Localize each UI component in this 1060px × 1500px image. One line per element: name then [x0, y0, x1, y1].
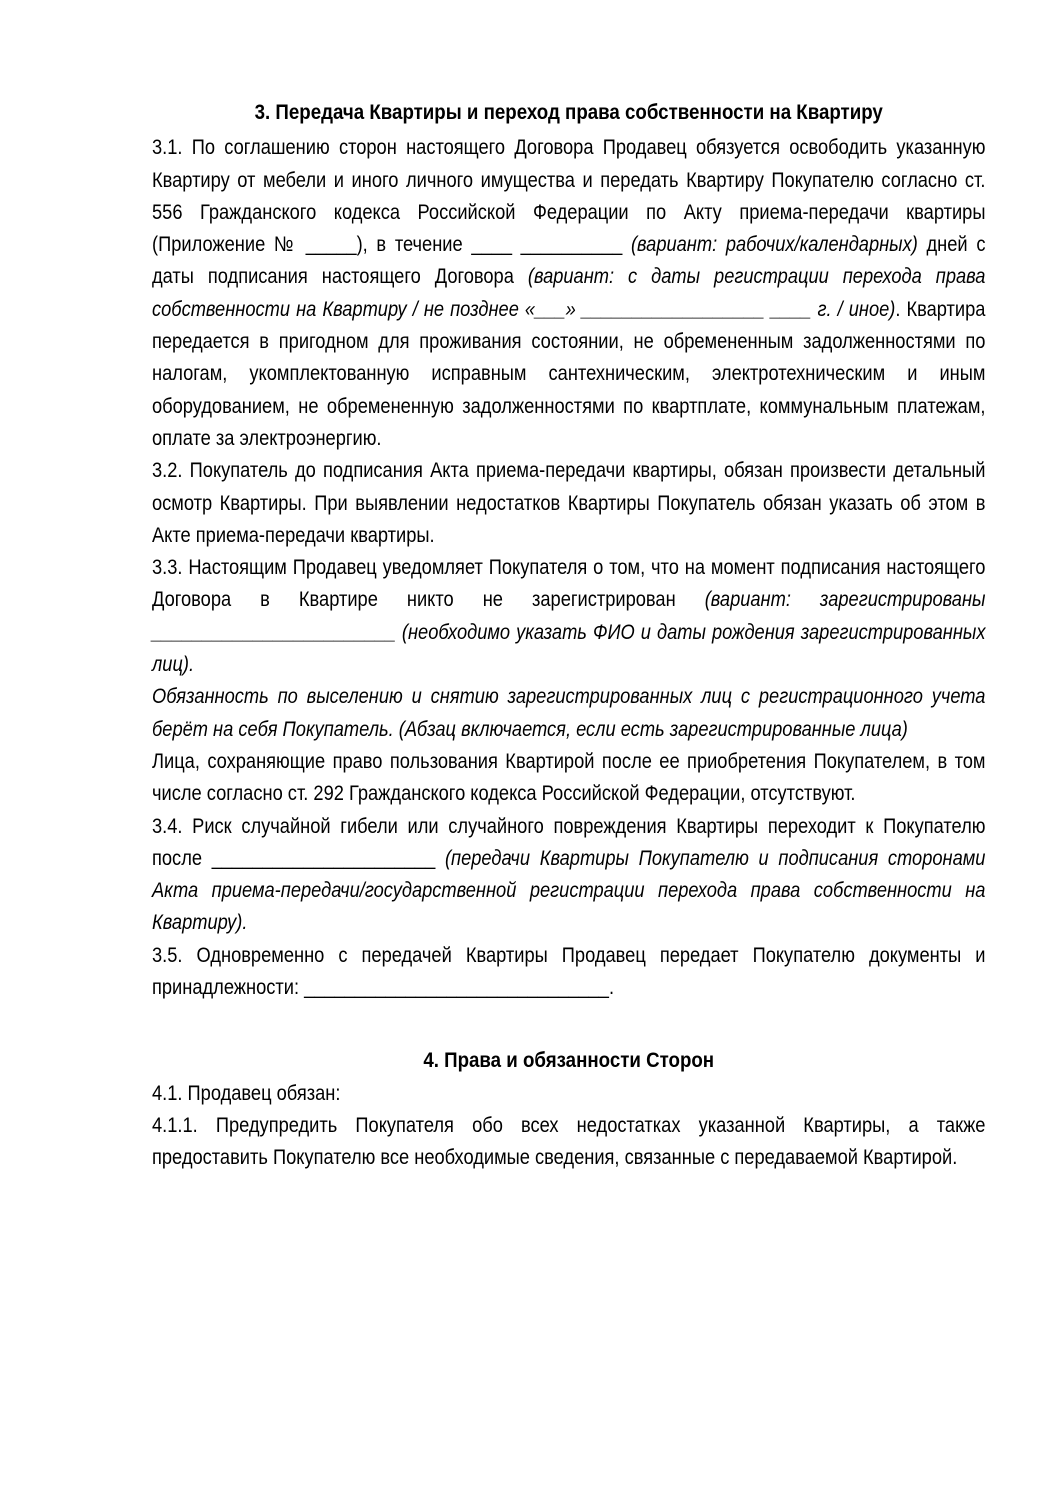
clause-3-4-text: 3.4. Риск случайной гибели или случайного повреждения Квартиры переходит к Покупателю после ______________________ [152, 814, 986, 870]
clause-3-1-text: 3.1. По соглашению сторон настоящего Договора Продавец обязуется освободить указанную Квартиру от мебели и иного личного имущества и передать Квартиру Покупателю согласно ст. 556 Гражданского кодекса Российской Федерации по Акту приема-передачи квартиры (Приложение № _____), в течение ____ __________ [152, 136, 986, 257]
clause-3-1-text-3: . Квартира передается в пригодном для проживания состоянии, не обремененным задолженностями по налогам, укомплектованную исправным сантехническим, электротехническим и иным оборудованием, не обремененную задолженностями по квартплате, коммунальным платежам, оплате за электроэнергию. [152, 297, 986, 450]
section-4-heading: 4. Права и обязанности Сторон [423, 1048, 715, 1073]
clause-3-2 [152, 455, 985, 552]
clause-3-1-variant-date: (вариант: с даты регистрации перехода права собственности на Квартиру / не позднее «___» __________________ ____ г. / иное) [152, 265, 986, 321]
clause-3-3-persons-text: Лица, сохраняющие право пользования Квартирой после ее приобретения Покупателем, в том числе согласно ст. 292 Гражданского кодекса Российской Федерации, отсутствуют. [152, 749, 986, 806]
clause-3-3-persons [152, 746, 985, 811]
clause-4-1-1-text: 4.1.1. Предупредить Покупателя обо всех недостатках указанной Квартиры, а также предоставить Покупателю все необходимые сведения, связанные с передаваемой Квартирой. [152, 1113, 986, 1170]
clause-3-3-note-text: Обязанность по выселению и снятию зарегистрированных лиц с регистрационного учета берёт на себя Покупатель. (Абзац включается, если есть зарегистрированные лица) [152, 685, 986, 741]
clause-3-1 [152, 132, 985, 455]
clause-3-5 [152, 940, 985, 1005]
clause-3-5-text: 3.5. Одновременно с передачей Квартиры Продавец передает Покупателю документы и принадлежности: ______________________________. [152, 943, 986, 1000]
clause-4-1-text: 4.1. Продавец обязан: [152, 1081, 341, 1105]
clause-3-1-text-2: дней с даты подписания настоящего Договора [152, 233, 986, 289]
clause-3-3-note [152, 681, 985, 746]
clause-3-3 [152, 552, 985, 681]
clause-3-3-variant-registered: (вариант: зарегистрированы ________________________ (необходимо указать ФИО и даты рождения зарегистрированных лиц). [152, 588, 986, 677]
contract-text-column [152, 96, 985, 1175]
clause-3-2-text: 3.2. Покупатель до подписания Акта приема-передачи квартиры, обязан произвести детальный осмотр Квартиры. При выявлении недостатков Квартиры Покупатель обязан указать об этом в Акте приема-передачи квартиры. [152, 459, 986, 547]
clause-3-3-text: 3.3. Настоящим Продавец уведомляет Покупателя о том, что на момент подписания настоящего Договора в Квартире никто не зарегистрирован [152, 556, 986, 612]
clause-4-1 [152, 1078, 985, 1110]
clause-3-4-variant-transfer: (передачи Квартиры Покупателю и подписания сторонами Акта приема-передачи/государственной регистрации перехода права собственности на Квартиру). [152, 846, 986, 935]
clause-3-4 [152, 811, 985, 940]
section-3-heading: 3. Передача Квартиры и переход права собственности на Квартиру [254, 100, 883, 124]
clause-4-1-1 [152, 1110, 985, 1175]
clause-3-1-variant-days: (вариант: рабочих/календарных) [630, 233, 918, 257]
